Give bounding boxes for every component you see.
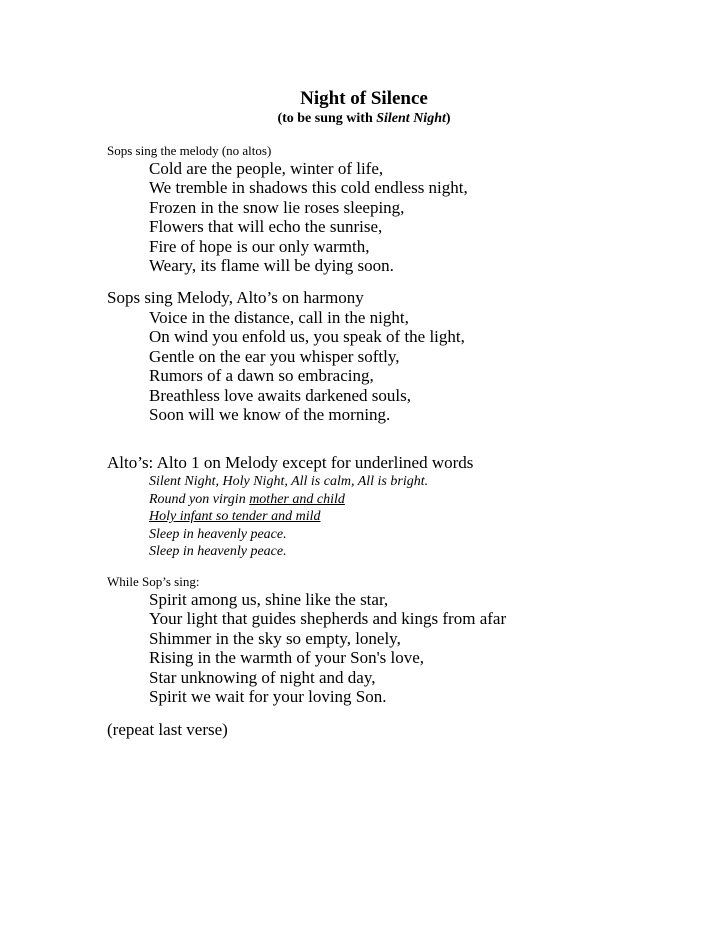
altos-line [149, 508, 708, 526]
repeat-note: (repeat last verse) [107, 720, 228, 739]
altos-section [107, 453, 708, 561]
altos-line [149, 491, 708, 509]
verse-line: Cold are the people, winter of life, [149, 159, 384, 178]
verse-1-lines [107, 159, 708, 275]
verse-line: Shimmer in the sky so empty, lonely, [149, 628, 401, 648]
subtitle-song-name: Silent Night [376, 111, 446, 126]
verse-line: We tremble in shadows this cold endless night, [149, 178, 468, 198]
verse-1-heading: Sops sing the melody (no altos) [107, 143, 272, 158]
verse-1-section [107, 142, 708, 275]
altos-lines [107, 473, 708, 561]
verse-line: Voice in the distance, call in the night, [149, 308, 409, 327]
verse-line: Rumors of a dawn so embracing, [149, 366, 374, 386]
verse-2-section [107, 288, 708, 424]
verse-line: Frozen in the snow lie roses sleeping, [149, 197, 405, 217]
verse-line: Spirit we wait for your loving Son. [149, 687, 387, 707]
verse-line: Soon will we know of the morning. [149, 405, 391, 425]
verse-2-heading: Sops sing Melody, Alto’s on harmony [107, 288, 364, 307]
verse-3-section [107, 573, 708, 706]
verse-line: Fire of hope is our only warmth, [149, 236, 370, 256]
document-subtitle [0, 110, 728, 128]
verse-line: Weary, its flame will be dying soon. [149, 256, 394, 276]
verse-line: Gentle on the ear you whisper softly, [149, 346, 400, 366]
verse-line: Rising in the warmth of your Son's love, [149, 648, 425, 668]
verse-3-heading: While Sop’s sing: [107, 574, 200, 589]
underlined-words: Holy infant so tender and mild [149, 509, 321, 525]
subtitle-prefix: (to be sung with [277, 111, 377, 126]
underlined-words: mother and child [249, 491, 345, 507]
document-title: Night of Silence [300, 88, 428, 109]
altos-line-plain: Round yon virgin [149, 491, 250, 507]
verse-2-lines [107, 308, 708, 424]
verse-line: Your light that guides shepherds and kings from afar [149, 609, 507, 629]
verse-line: Flowers that will echo the sunrise, [149, 217, 383, 237]
verse-line: Breathless love awaits darkened souls, [149, 385, 412, 405]
altos-heading: Alto’s: Alto 1 on Melody except for underlined words [107, 453, 474, 472]
verse-line: Spirit among us, shine like the star, [149, 590, 389, 609]
subtitle-suffix: ) [445, 111, 451, 126]
altos-line: Sleep in heavenly peace. [149, 526, 287, 542]
altos-line: Silent Night, Holy Night, All is calm, All is bright. [149, 474, 429, 489]
verse-line: On wind you enfold us, you speak of the light, [149, 327, 465, 347]
verse-line: Star unknowing of night and day, [149, 667, 376, 687]
altos-line: Sleep in heavenly peace. [149, 544, 287, 560]
verse-3-lines [107, 590, 708, 706]
